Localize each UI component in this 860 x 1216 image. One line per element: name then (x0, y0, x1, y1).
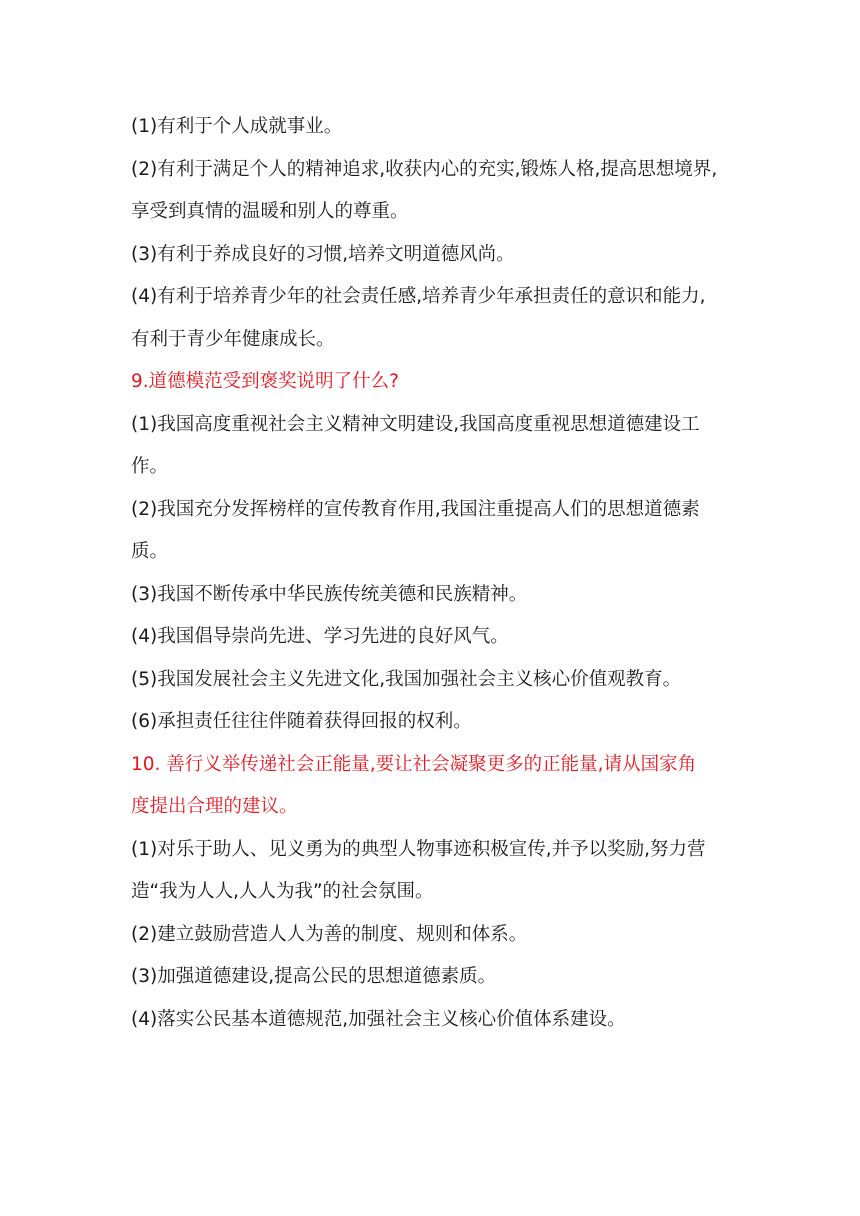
q9-answer-2 (131, 489, 737, 574)
q9-answer-5 (131, 659, 737, 702)
q9-answer-1 (131, 404, 737, 489)
heading-line: 10. 善行义举传递社会正能量,要让社会凝聚更多的正能量,请从国家角 (131, 753, 697, 775)
q10-answer-2 (131, 914, 737, 957)
question-10-heading (131, 744, 737, 829)
text-line: (2)有利于满足个人的精神追求,收获内心的充实,锻炼人格,提高思想境界, (131, 158, 718, 180)
text-line: (3)我国不断传承中华民族传统美德和民族精神。 (131, 583, 528, 605)
text-line: (6)承担责任往往伴随着获得回报的权利。 (131, 711, 472, 732)
text-line: (1)我国高度重视社会主义精神文明建设,我国高度重视思想道德建设工 (131, 413, 700, 435)
text-line: 造“我为人人,人人为我”的社会氛围。 (131, 881, 434, 902)
benefit-item-3 (131, 234, 737, 277)
q9-answer-4 (131, 616, 737, 659)
text-line: (2)建立鼓励营造人人为善的制度、规则和体系。 (131, 923, 528, 945)
text-line: 有利于青少年健康成长。 (131, 328, 335, 350)
text-line: (2)我国充分发挥榜样的宣传教育作用,我国注重提高人们的思想道德素 (131, 498, 700, 520)
text-line: 享受到真情的温暖和别人的尊重。 (131, 201, 409, 222)
q9-answer-6 (131, 701, 737, 744)
text-line: 质。 (131, 541, 169, 562)
text-line: (4)我国倡导崇尚先进、学习先进的良好风气。 (131, 626, 509, 647)
benefit-item-4 (131, 276, 737, 361)
q10-answer-3 (131, 956, 737, 999)
text-line: (1)对乐于助人、见义勇为的典型人物事迹积极宣传,并予以奖励,努力营 (131, 838, 706, 860)
text-line: (4)落实公民基本道德规范,加强社会主义核心价值体系建设。 (131, 1008, 626, 1030)
text-line: (3)加强道德建设,提高公民的思想道德素质。 (131, 966, 497, 987)
q10-answer-4 (131, 999, 737, 1042)
benefit-item-2 (131, 149, 737, 234)
q10-answer-1 (131, 829, 737, 914)
text-line: 作。 (131, 456, 169, 477)
text-line: (5)我国发展社会主义先进文化,我国加强社会主义核心价值观教育。 (131, 668, 682, 690)
benefit-item-1 (131, 106, 737, 149)
question-9-heading (131, 361, 737, 404)
heading-line: 度提出合理的建议。 (131, 796, 298, 817)
text-line: (3)有利于养成良好的习惯,培养文明道德风尚。 (131, 243, 515, 265)
text-line: (4)有利于培养青少年的社会责任感,培养青少年承担责任的意识和能力, (131, 286, 706, 307)
heading-line: 9.道德模范受到褒奖说明了什么? (131, 371, 399, 392)
document-page (131, 106, 737, 1041)
text-line: (1)有利于个人成就事业。 (131, 116, 343, 137)
q9-answer-3 (131, 574, 737, 617)
